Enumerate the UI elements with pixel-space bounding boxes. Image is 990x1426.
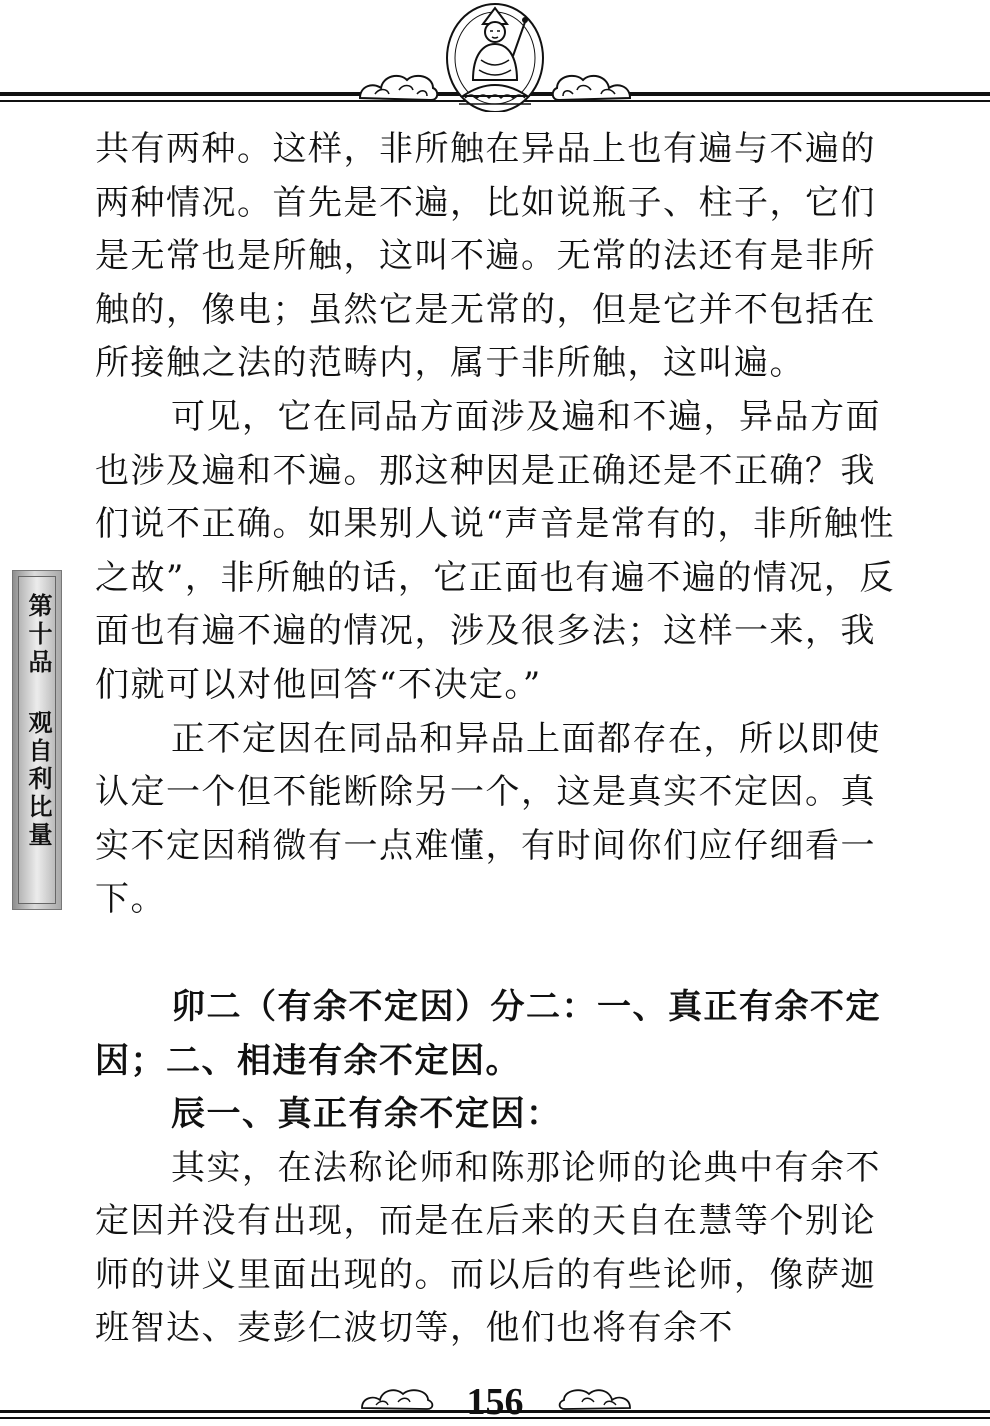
paragraph-3: 正不定因在同品和异品上面都存在，所以即使认定一个但不能断除另一个，这是真实不定因。真实不定因稍微有一点难懂，有时间你们应仔细看一下。 xyxy=(95,718,881,920)
page-number: 156 xyxy=(466,1381,524,1423)
paragraph-2: 可见，它在同品方面涉及遍和不遍，异品方面也涉及遍和不遍。那这种因是正确还是不正确？我们说不正确。如果别人说“声音是常有的，非所触性之故”，非所触的话，它正面也有遍不遍的情况，反面也有遍不遍的情况，涉及很多法；这样一来，我们就可以对他回答“不决定。” xyxy=(95,396,895,705)
padmasambhava-figure-icon xyxy=(443,0,547,112)
section-spacer xyxy=(95,927,895,981)
section-heading-sub: 辰一、真正有余不定因： xyxy=(171,1094,562,1135)
chapter-side-tab-text: 第十品 观自利比量 xyxy=(24,593,53,850)
paragraph-1: 共有两种。这样，非所触在异品上也有遍与不遍的两种情况。首先是不遍，比如说瓶子、柱子，它们是无常也是所触，这叫不遍。无常的法还有是非所触的，像电；虽然它是无常的，但是它并不包括在所接触之法的范畴内，属于非所触，这叫遍。 xyxy=(95,129,876,384)
section-heading-main: 卯二（有余不定因）分二：一、真正有余不定因；二、相违有余不定因。 xyxy=(95,986,881,1081)
page-content xyxy=(95,123,895,1356)
left-cloud-ornament-icon xyxy=(355,70,440,104)
right-cloud-ornament-icon xyxy=(550,70,635,104)
chapter-side-tab xyxy=(12,570,62,910)
paragraph-4: 其实，在法称论师和陈那论师的论典中有余不定因并没有出现，而是在后来的天自在慧等个别论师的讲义里面出现的。而以后的有些论师，像萨迦班智达、麦彭仁波切等，他们也将有余不 xyxy=(95,1147,881,1349)
